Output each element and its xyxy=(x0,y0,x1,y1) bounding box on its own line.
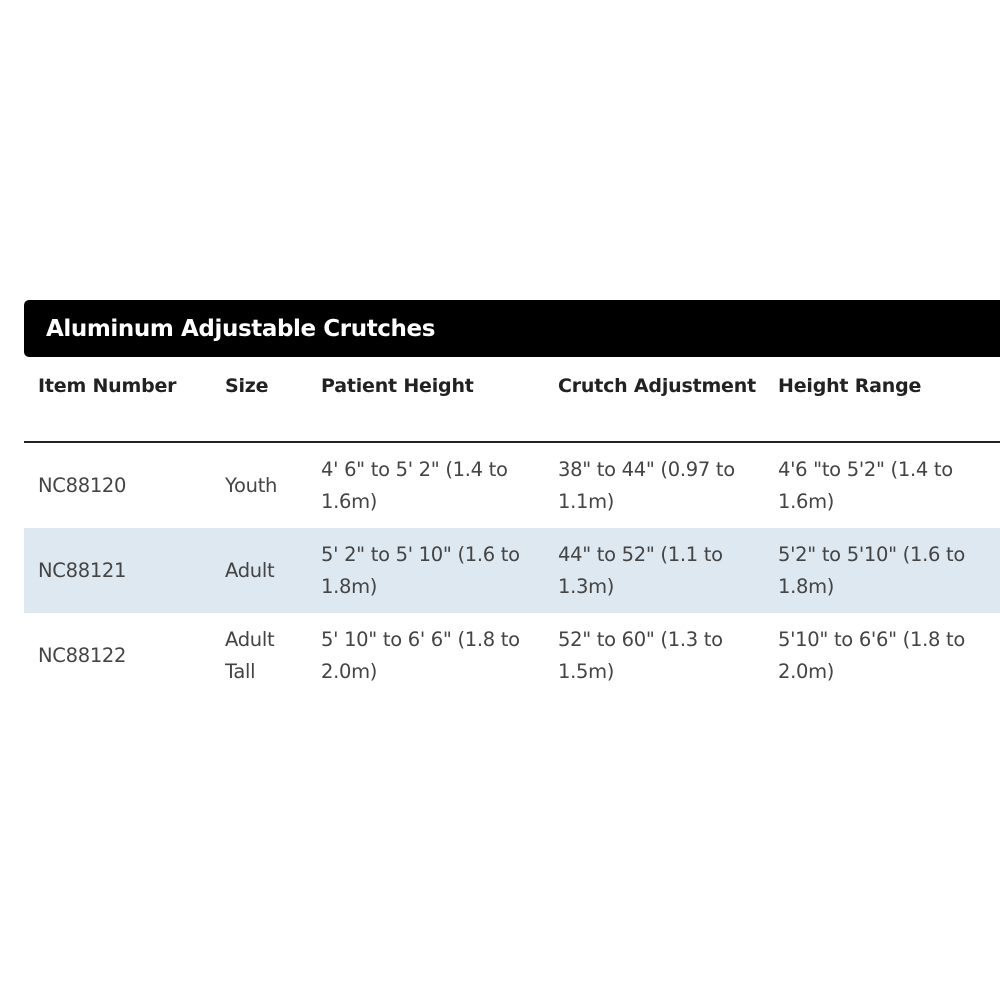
cell-patient-height: 4' 6" to 5' 2" (1.4 to 1.6m) xyxy=(321,457,508,513)
cell-crutch-adjustment: 52" to 60" (1.3 to 1.5m) xyxy=(558,627,723,683)
table-title-bar xyxy=(24,300,1000,357)
cell-size: Youth xyxy=(225,473,278,497)
header-size: Size xyxy=(225,375,269,397)
cell-size: Adult Tall xyxy=(225,627,275,683)
cell-height-range: 4'6 "to 5'2" (1.4 to 1.6m) xyxy=(778,457,953,513)
table-row xyxy=(24,613,1000,698)
header-patient-height: Patient Height xyxy=(321,375,474,397)
cell-item-number: NC88120 xyxy=(38,473,127,497)
cell-crutch-adjustment: 44" to 52" (1.1 to 1.3m) xyxy=(558,542,723,598)
cell-crutch-adjustment: 38" to 44" (0.97 to 1.1m) xyxy=(558,457,735,513)
cell-size: Adult xyxy=(225,558,275,582)
crutches-table xyxy=(24,300,1000,698)
table-title: Aluminum Adjustable Crutches xyxy=(46,315,435,342)
header-height-range: Height Range xyxy=(778,375,922,397)
cell-item-number: NC88122 xyxy=(38,643,127,667)
table-row xyxy=(24,528,1000,613)
header-item-number: Item Number xyxy=(38,375,177,397)
header-crutch-adjustment: Crutch Adjustment xyxy=(558,375,756,397)
cell-height-range: 5'10" to 6'6" (1.8 to 2.0m) xyxy=(778,627,965,683)
cell-item-number: NC88121 xyxy=(38,558,127,582)
table-header-row xyxy=(24,357,1000,443)
cell-height-range: 5'2" to 5'10" (1.6 to 1.8m) xyxy=(778,542,965,598)
cell-patient-height: 5' 2" to 5' 10" (1.6 to 1.8m) xyxy=(321,542,520,598)
cell-patient-height: 5' 10" to 6' 6" (1.8 to 2.0m) xyxy=(321,627,520,683)
table-row xyxy=(24,443,1000,528)
